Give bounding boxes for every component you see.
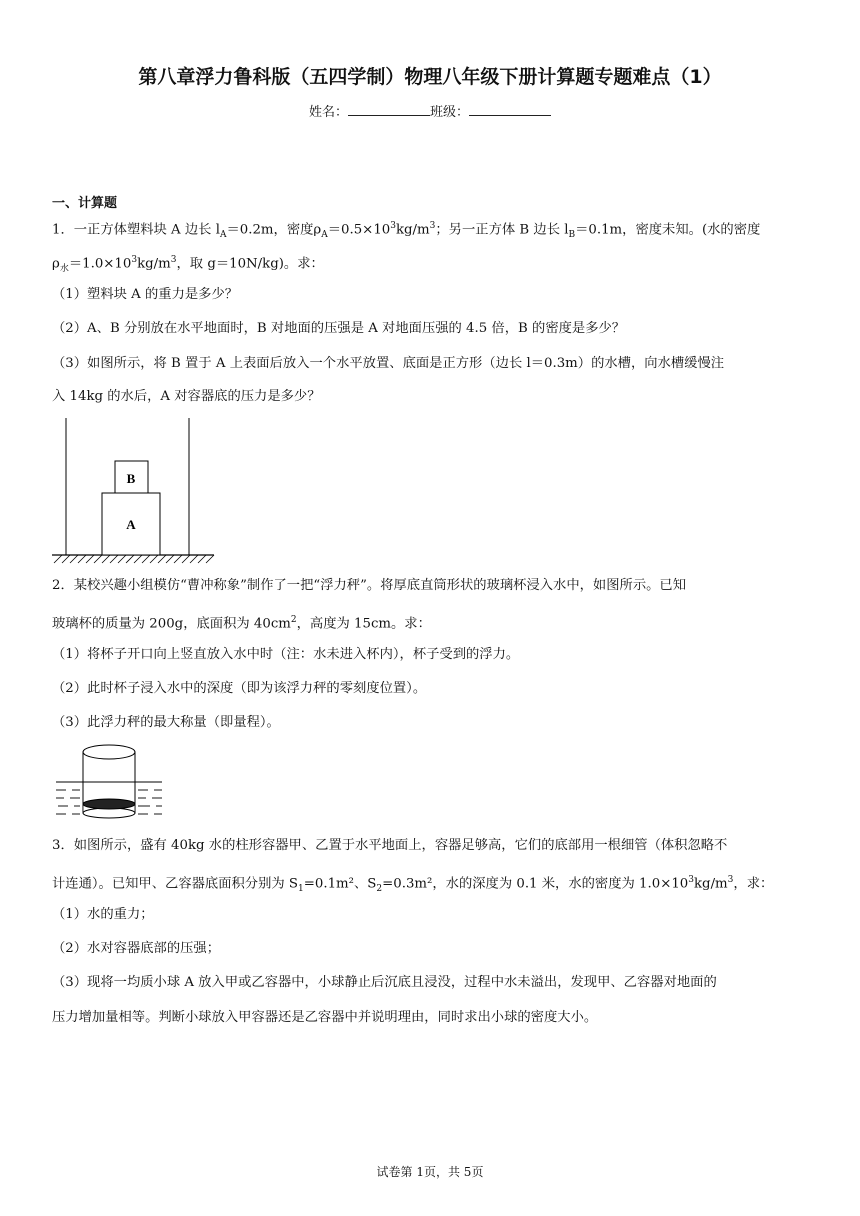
q2-sub-1: （1）将杯子开口向上竖直放入水中时（注：水未进入杯内），杯子受到的浮力。 <box>52 647 520 662</box>
q1-figure <box>50 418 220 566</box>
name-class-line <box>0 101 860 120</box>
q2-line-1: 2．某校兴趣小组模仿“曹冲称象”制作了一把“浮力秤”。将厚底直筒形状的玻璃杯浸入水中，如图所示。已知 <box>52 578 687 593</box>
q1-sub-3b: 入 14kg 的水后，A 对容器底的压力是多少？ <box>52 389 321 404</box>
class-blank[interactable] <box>469 103 551 116</box>
page-footer: 试卷第 1页，共 5页 <box>376 1165 484 1179</box>
block-a-label: A <box>126 517 136 532</box>
q3-line-2: 计连通）。已知甲、乙容器底面积分别为 $S_1=0.1m^2$、$S_2=0.3m^2$，水的深度为 0.1 米，水的密度为 $1.0\times 10^3kg/m^3$，求： <box>52 875 774 895</box>
q3-line-1: 3．如图所示，盛有 40kg 水的柱形容器甲、乙置于水平地面上，容器足够高，它们的底部用一根细管（体积忽略不 <box>52 838 728 853</box>
name-label: 姓名： <box>308 105 348 120</box>
q2-line-2: 玻璃杯的质量为 200g，底面积为 $40cm^2$，高度为 15cm。求： <box>52 615 431 632</box>
q1-sub-3a: （3）如图所示，将 B 置于 A 上表面后放入一个水平放置、底面是正方形（边长 l＝0.3m）的水槽，向水槽缓慢注 <box>52 356 725 371</box>
q3-sub-3b: 压力增加量相等。判断小球放入甲容器还是乙容器中并说明理由，同时求出小球的密度大小。 <box>52 1010 598 1025</box>
q3-sub-1: （1）水的重力； <box>52 907 154 922</box>
q1-line-1: 1．一正方体塑料块 A 边长 $l_A=0.2m$，密度$\rho_A=0.5\times 10^3kg/m^3$；另一正方体 B 边长 $l_B=0.1m$，密度未知。(水的密度 <box>52 221 761 241</box>
q2-sub-3: （3）此浮力秤的最大称量（即量程）。 <box>52 715 280 730</box>
q1-sub-1: （1）塑料块 A 的重力是多少？ <box>52 287 239 302</box>
page-title: 第八章浮力鲁科版（五四学制）物理八年级下册计算题专题难点（1） <box>138 66 722 88</box>
name-blank[interactable] <box>348 103 430 116</box>
q3-sub-2: （2）水对容器底部的压强； <box>52 941 221 956</box>
section-title: 一、计算题 <box>52 196 118 211</box>
q2-figure <box>52 742 170 822</box>
q1-sub-2: （2）A、B 分别放在水平地面时，B 对地面的压强是 A 对地面压强的 4.5 倍，B 的密度是多少？ <box>52 321 626 336</box>
q1-line-2: $\rho_水=1.0\times 10^3kg/m^3$，取 g＝10N/kg)。求： <box>52 255 324 275</box>
class-label: 班级： <box>430 105 470 120</box>
block-b-label: B <box>126 471 136 486</box>
q2-sub-2: （2）此时杯子浸入水中的深度（即为该浮力秤的零刻度位置）。 <box>52 681 427 696</box>
q3-sub-3a: （3）现将一均质小球 A 放入甲或乙容器中，小球静止后沉底且浸没，过程中水未溢出，发现甲、乙容器对地面的 <box>52 975 717 990</box>
